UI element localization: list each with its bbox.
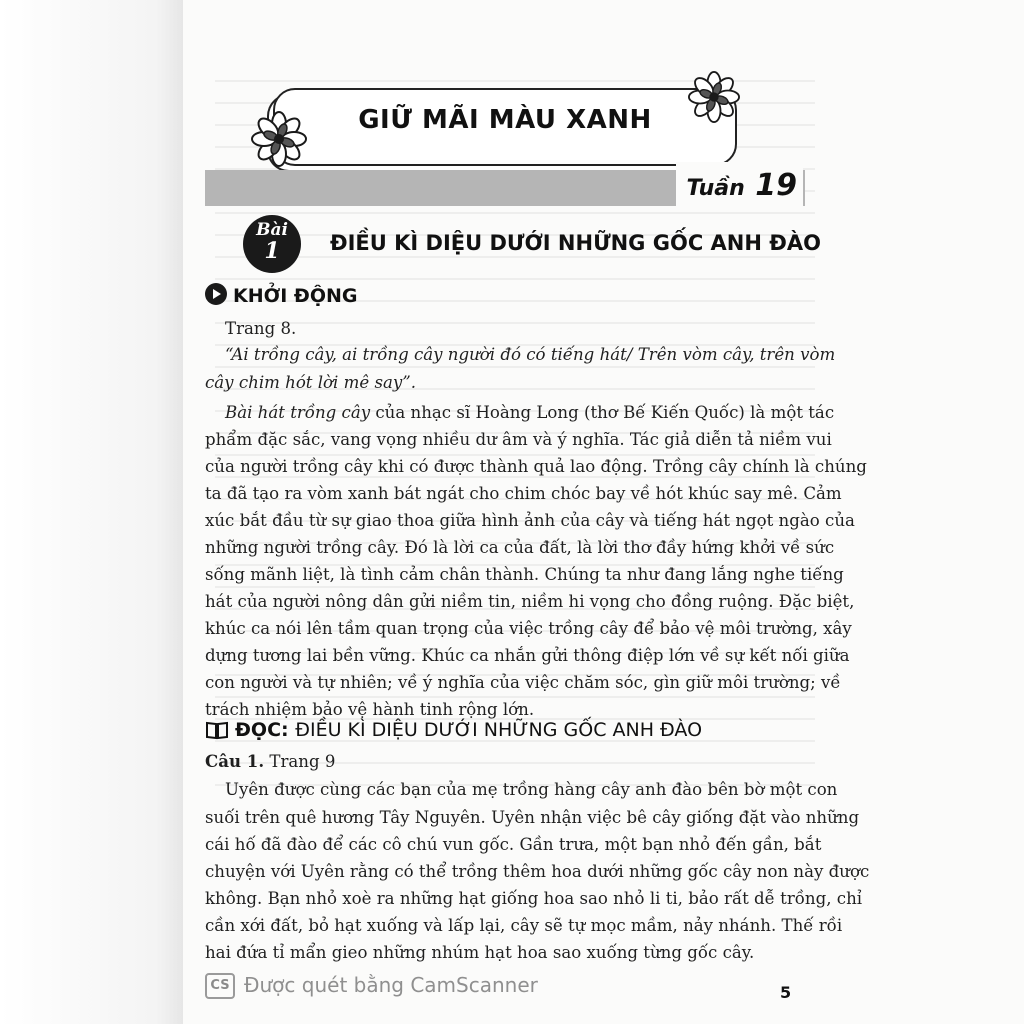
page-title: GIỮ MÃI MÀU XANH [358, 105, 652, 135]
week-number: 19 [755, 168, 797, 203]
paragraph-line: hát của người nông dân gửi niềm tin, niềm hi vọng cho đồng ruộng. Đặc biệt, [205, 592, 855, 611]
song-title: Bài hát trồng cây [225, 403, 371, 422]
question-label: Câu 1. [205, 751, 265, 771]
paragraph-line: trách nhiệm bảo vệ hành tinh rộng lớn. [205, 700, 535, 719]
paragraph-line: những người trồng cây. Đó là lời ca của đất, là lời thơ đầy hứng khởi về sức [205, 538, 835, 557]
paragraph-line: dựng tương lai bền vững. Khúc ca nhắn gửi thông điệp lớn về sự kết nối giữa [205, 646, 850, 665]
paragraph-line: con người và tự nhiên; về ý nghĩa của việc chăm sóc, gìn giữ môi trường; về [205, 673, 841, 692]
week-prefix: Tuần [686, 176, 745, 201]
reading-heading-label: ĐỌC: [235, 719, 289, 741]
camscanner-watermark: Được quét bằng CamScanner [244, 973, 538, 997]
lesson-badge-word: Bài [256, 220, 288, 240]
lotus-flower-icon [251, 111, 307, 167]
title-banner [273, 88, 737, 166]
open-book-icon [205, 720, 229, 740]
warmup-heading-text: KHỞI ĐỘNG [233, 285, 358, 307]
paragraph-line: sống mãnh liệt, là tình cảm chân thành. Chúng ta như đang lắng nghe tiếng [205, 565, 844, 584]
reading-heading-title: ĐIỀU KÌ DIỆU DƯỚI NHỮNG GỐC ANH ĐÀO [295, 719, 703, 741]
lesson-badge [243, 215, 301, 273]
paragraph-line: cái hố đã đào để các cô chú vun gốc. Gần trưa, một bạn nhỏ đến gần, bắt [205, 835, 822, 854]
paragraph-line: suối trên quê hương Tây Nguyên. Uyên nhận việc bê cây giống đặt vào những [205, 808, 860, 827]
page-number: 5 [780, 983, 792, 1002]
week-label [676, 162, 803, 206]
paragraph-line: hai đứa tỉ mẩn gieo những nhúm hạt hoa sao xuống từng gốc cây. [205, 943, 755, 962]
page-edge-shadow [0, 0, 183, 1024]
week-bar [205, 170, 805, 206]
paragraph-line: phẩm đặc sắc, vang vọng nhiều dư âm và ý nghĩa. Tác giả diễn tả niềm vui [205, 430, 832, 449]
paragraph-first-rest: của nhạc sĩ Hoàng Long (thơ Bế Kiến Quốc) là một tác [370, 403, 835, 422]
paragraph-line: xúc bắt đầu từ sự giao thoa giữa hình ảnh của cây và tiếng hát ngọt ngào của [205, 511, 855, 530]
warmup-page-ref: Trang 8. [225, 319, 297, 338]
lesson-badge-number: 1 [264, 238, 280, 264]
paragraph-line: khúc ca nói lên tầm quan trọng của việc trồng cây để bảo vệ môi trường, xây [205, 619, 852, 638]
paragraph-line: của người trồng cây khi có được thành quả lao động. Trồng cây chính là chúng [205, 457, 867, 476]
paragraph-line [225, 400, 835, 426]
reading-heading [205, 719, 702, 741]
quote-line: “Ai trồng cây, ai trồng cây người đó có tiếng hát/ Trên vòm cây, trên vòm [225, 345, 836, 364]
camscanner-logo: CS [205, 973, 235, 999]
quote-line: cây chim hót lời mê say”. [205, 373, 417, 392]
paragraph-line: cần xới đất, bỏ hạt xuống và lấp lại, cây sẽ tự mọc mầm, nảy nhánh. Thế rồi [205, 916, 843, 935]
warmup-heading [205, 283, 357, 307]
question-heading [205, 748, 801, 775]
paragraph-line: không. Bạn nhỏ xoè ra những hạt giống hoa sao nhỏ li ti, bảo rất dễ trồng, chỉ [205, 889, 863, 908]
paragraph-line: ta đã tạo ra vòm xanh bát ngát cho chim chóc bay về hót khúc say mê. Cảm [205, 484, 842, 503]
paragraph-line: chuyện với Uyên rằng có thể trồng thêm hoa dưới những gốc cây non này được [205, 862, 870, 881]
lesson-title: ĐIỀU KÌ DIỆU DƯỚI NHỮNG GỐC ANH ĐÀO [330, 231, 821, 255]
question-page: Trang 9 [269, 752, 336, 771]
paragraph-line: Uyên được cùng các bạn của mẹ trồng hàng cây anh đào bên bờ một con [225, 780, 838, 799]
play-circle-icon [205, 283, 227, 305]
lotus-flower-icon [688, 71, 740, 123]
